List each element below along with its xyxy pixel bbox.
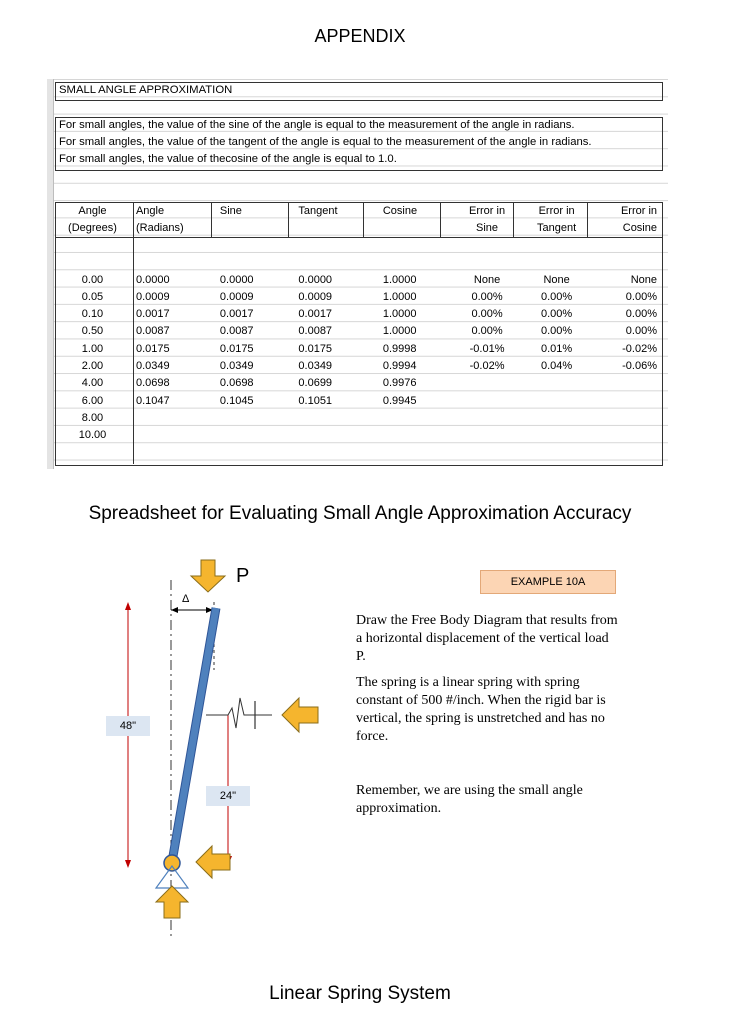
table-cell: 0.0017	[219, 308, 254, 321]
table-row	[59, 341, 667, 358]
spring	[206, 698, 255, 728]
table-cell: 1.0000	[382, 308, 417, 321]
pin-icon	[164, 855, 180, 871]
table-header-cell: Angle	[135, 205, 165, 217]
table-cell: 0.10	[81, 308, 104, 321]
table-row	[59, 358, 667, 375]
spring-force-arrow-icon	[282, 698, 318, 732]
table-cell: -0.02%	[469, 360, 505, 373]
table-cell	[521, 427, 592, 444]
table-header-cell: Error in	[620, 205, 657, 217]
table-cell: 0.0698	[219, 377, 254, 390]
table-cell	[208, 410, 287, 427]
table-row	[59, 323, 667, 340]
table-cell: 0.0349	[135, 360, 170, 373]
spring-system-diagram	[0, 550, 354, 950]
table-cell: 0.00%	[471, 325, 503, 338]
table-cell	[592, 427, 667, 444]
table-cell: 0.00%	[471, 290, 503, 303]
note-cosine: For small angles, the value of thecosine of the angle is equal to 1.0.	[59, 153, 397, 165]
table-row	[59, 306, 667, 323]
system-caption: Linear Spring System	[269, 983, 451, 1004]
table-cell	[286, 410, 370, 427]
table-cell	[371, 410, 453, 427]
table-row	[59, 375, 667, 392]
table-cell: 0.00%	[471, 308, 503, 321]
table-cell: 1.0000	[382, 290, 417, 303]
table-cell: 0.0087	[298, 325, 333, 338]
table-cell: 0.0087	[219, 325, 254, 338]
table-cell	[521, 393, 592, 410]
spreadsheet	[47, 79, 667, 469]
approximation-table	[59, 203, 667, 445]
table-cell: 0.1051	[298, 394, 333, 407]
table-cell: 0.9976	[382, 377, 417, 390]
table-cell	[453, 393, 521, 410]
table-cell: 0.9998	[382, 342, 417, 355]
table-cell: 0.0175	[135, 342, 170, 355]
table-header-cell: Error in	[538, 205, 575, 217]
table-header-cell: Sine	[476, 222, 499, 234]
table-cell: 0.1045	[219, 394, 254, 407]
table-cell	[126, 410, 208, 427]
table-header-cell: Sine	[219, 205, 242, 217]
table-header-cell	[371, 220, 453, 237]
load-arrow-icon	[191, 560, 225, 592]
table-cell	[592, 393, 667, 410]
table-cell: None	[543, 273, 570, 286]
table-cell: 0.0000	[219, 273, 254, 286]
table-row	[59, 272, 667, 289]
table-header-cell: Tangent	[298, 205, 338, 217]
table-header-cell: Angle	[78, 205, 107, 217]
example-reminder: Remember, we are using the small angle approximation.	[356, 783, 583, 816]
table-cell: None	[473, 273, 501, 286]
example-spring-description: The spring is a linear spring with spring constant of 500 #/inch. When the rigid bar is vertical, the spring is unstretched and has no force.	[356, 675, 606, 744]
table-cell: 0.00%	[541, 290, 573, 303]
table-header-cell: (Radians)	[135, 222, 184, 234]
table-row	[59, 410, 667, 427]
table-cell: 0.0009	[298, 290, 333, 303]
vertical-reaction-arrow-icon	[156, 886, 188, 918]
table-header-cell	[208, 220, 287, 237]
table-header-cell: (Degrees)	[68, 222, 117, 234]
table-cell: 0.00%	[625, 325, 657, 338]
table-cell: 4.00	[81, 377, 104, 390]
table-header-cell	[286, 220, 370, 237]
table-cell	[453, 427, 521, 444]
table-cell: 0.1047	[135, 394, 170, 407]
table-cell: 0.0175	[298, 342, 333, 355]
table-cell: -0.02%	[622, 342, 657, 355]
table-cell: 0.00%	[625, 308, 657, 321]
table-cell: 0.0000	[298, 273, 333, 286]
table-cell: 0.0017	[135, 308, 170, 321]
note-sine: For small angles, the value of the sine of the angle is equal to the measurement of the angle in radians.	[59, 119, 575, 131]
table-cell	[126, 427, 208, 444]
table-cell: 0.0009	[219, 290, 254, 303]
table-cell: 0.04%	[541, 360, 573, 373]
load-label: P	[236, 565, 250, 587]
table-cell	[286, 427, 370, 444]
example-tag: EXAMPLE 10A	[480, 570, 616, 594]
delta-label: Δ	[182, 593, 190, 605]
table-row	[59, 289, 667, 306]
table-cell: 10.00	[78, 429, 107, 442]
note-tangent: For small angles, the value of the tangent of the angle is equal to the measurement of the angle in radians.	[59, 136, 592, 148]
table-cell: 0.00%	[625, 290, 657, 303]
table-cell: 8.00	[81, 411, 104, 424]
table-cell: 0.00%	[541, 308, 573, 321]
table-cell	[453, 375, 521, 392]
table-cell: -0.06%	[622, 360, 657, 373]
sheet-title: SMALL ANGLE APPROXIMATION	[59, 84, 233, 96]
table-cell: 0.0017	[298, 308, 333, 321]
table-cell	[453, 410, 521, 427]
spring-height-label: 24"	[206, 786, 250, 806]
example-instruction: Draw the Free Body Diagram that results from a horizontal displacement of the vertical load P.	[356, 613, 618, 664]
height-label: 48"	[106, 716, 150, 736]
table-cell: 0.9945	[382, 394, 417, 407]
table-cell: 0.0009	[135, 290, 170, 303]
table-cell: 0.05	[81, 290, 104, 303]
table-cell: 0.00	[81, 273, 104, 286]
table-cell: 1.0000	[382, 273, 417, 286]
table-cell: 0.00%	[541, 325, 573, 338]
horizontal-reaction-arrow-icon	[196, 846, 230, 878]
table-cell: 0.0000	[135, 273, 170, 286]
table-cell	[521, 410, 592, 427]
table-cell: 2.00	[81, 360, 104, 373]
table-cell: 0.0349	[298, 360, 333, 373]
table-cell: -0.01%	[469, 342, 505, 355]
spreadsheet-caption: Spreadsheet for Evaluating Small Angle Approximation Accuracy	[88, 503, 632, 524]
table-header-cell: Cosine	[622, 222, 657, 234]
table-cell	[371, 427, 453, 444]
table-cell: 1.0000	[382, 325, 417, 338]
table-header-cell: Tangent	[537, 222, 577, 234]
table-cell: 0.50	[81, 325, 104, 338]
table-cell: 0.0698	[135, 377, 170, 390]
appendix-title: APPENDIX	[314, 26, 406, 46]
table-cell	[592, 410, 667, 427]
table-row	[59, 393, 667, 410]
table-cell: 0.9994	[382, 360, 417, 373]
table-cell: 0.0699	[298, 377, 333, 390]
row-header-strip	[47, 79, 54, 469]
table-cell: 0.0087	[135, 325, 170, 338]
table-cell: 0.01%	[541, 342, 573, 355]
table-cell	[521, 375, 592, 392]
table-cell: 0.0349	[219, 360, 254, 373]
table-header-cell: Error in	[469, 205, 506, 217]
table-cell	[208, 427, 287, 444]
table-row	[59, 427, 667, 444]
table-cell: 0.0175	[219, 342, 254, 355]
table-cell	[592, 375, 667, 392]
table-header-cell: Cosine	[382, 205, 418, 217]
table-cell: None	[630, 273, 657, 286]
table-cell: 6.00	[81, 394, 104, 407]
table-cell: 1.00	[81, 342, 104, 355]
